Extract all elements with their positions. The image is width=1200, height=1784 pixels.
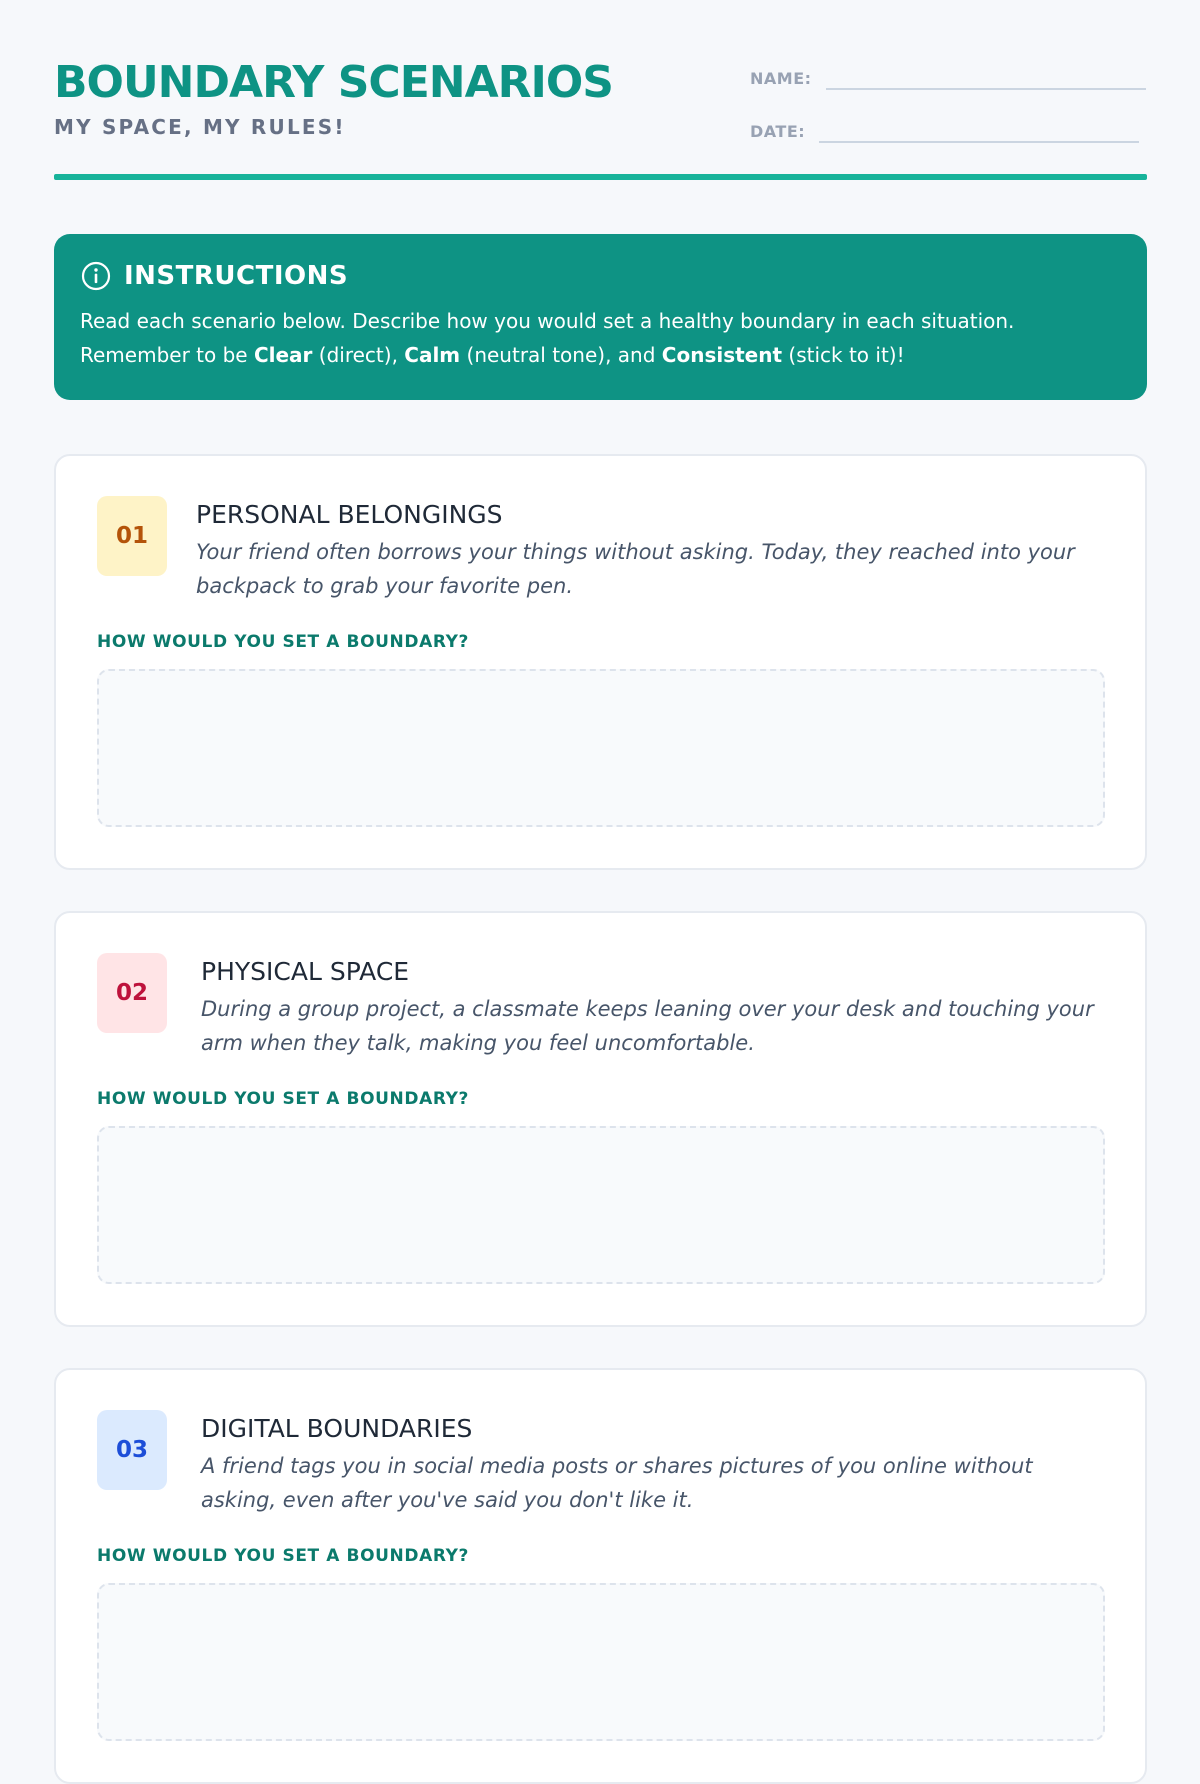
keyword-clear-note: (direct),: [312, 343, 405, 367]
date-label: DATE:: [750, 122, 806, 141]
header-divider: [54, 174, 1147, 180]
keyword-clear: Clear: [253, 343, 313, 367]
info-icon: [80, 260, 112, 292]
instructions-line-2-prefix: Remember to be: [80, 343, 254, 367]
name-row: [750, 62, 1146, 90]
keyword-consistent: Consistent: [661, 343, 783, 367]
scenario-body: [201, 957, 1101, 1060]
scenario-description: During a group project, a classmate keeps leaning over your desk and touching your arm when they talk, making you feel uncomfortable.: [201, 997, 1094, 1055]
scenario-title: PERSONAL BELONGINGS: [196, 500, 503, 529]
scenario-number-badge: 01: [97, 496, 167, 576]
instructions-header: [80, 260, 1121, 292]
scenario-description: Your friend often borrows your things without asking. Today, they reached into your backpack to grab your favorite pen.: [196, 540, 1075, 598]
worksheet-header: [54, 0, 1147, 182]
page-subtitle: MY SPACE, MY RULES!: [54, 115, 346, 139]
instructions-line-2: [80, 338, 1121, 372]
keyword-calm-note: (neutral tone), and: [460, 343, 662, 367]
boundary-prompt-label: HOW WOULD YOU SET A BOUNDARY?: [97, 632, 469, 652]
scenario-title: PHYSICAL SPACE: [201, 957, 410, 986]
date-row: [750, 115, 1139, 143]
scenario-number-badge: 02: [97, 953, 167, 1033]
instructions-panel: [54, 234, 1147, 400]
instructions-line-1: Read each scenario below. Describe how you would set a healthy boundary in each situation.: [80, 309, 1015, 333]
answer-box-2[interactable]: [97, 1126, 1105, 1284]
name-label: NAME:: [750, 69, 812, 88]
scenario-description: A friend tags you in social media posts or shares pictures of you online without asking, even after you've said you don't like it.: [201, 1454, 1033, 1512]
keyword-consistent-note: (stick to it)!: [782, 343, 905, 367]
boundary-prompt-label: HOW WOULD YOU SET A BOUNDARY?: [97, 1089, 469, 1109]
scenario-body: [196, 500, 1096, 603]
instructions-text: [80, 304, 1121, 372]
scenario-card-3: [54, 1368, 1147, 1784]
scenario-number-badge: 03: [97, 1410, 167, 1490]
keyword-calm: Calm: [404, 343, 461, 367]
scenario-body: [201, 1414, 1101, 1517]
date-field[interactable]: [819, 115, 1139, 143]
answer-box-3[interactable]: [97, 1583, 1105, 1741]
name-field[interactable]: [826, 62, 1146, 90]
scenario-card-2: [54, 911, 1147, 1327]
instructions-title: INSTRUCTIONS: [124, 261, 349, 291]
scenario-card-1: [54, 454, 1147, 870]
boundary-prompt-label: HOW WOULD YOU SET A BOUNDARY?: [97, 1546, 469, 1566]
page-title: BOUNDARY SCENARIOS: [54, 57, 613, 108]
worksheet-page: [54, 0, 1147, 1566]
scenario-title: DIGITAL BOUNDARIES: [201, 1414, 473, 1443]
answer-box-1[interactable]: [97, 669, 1105, 827]
